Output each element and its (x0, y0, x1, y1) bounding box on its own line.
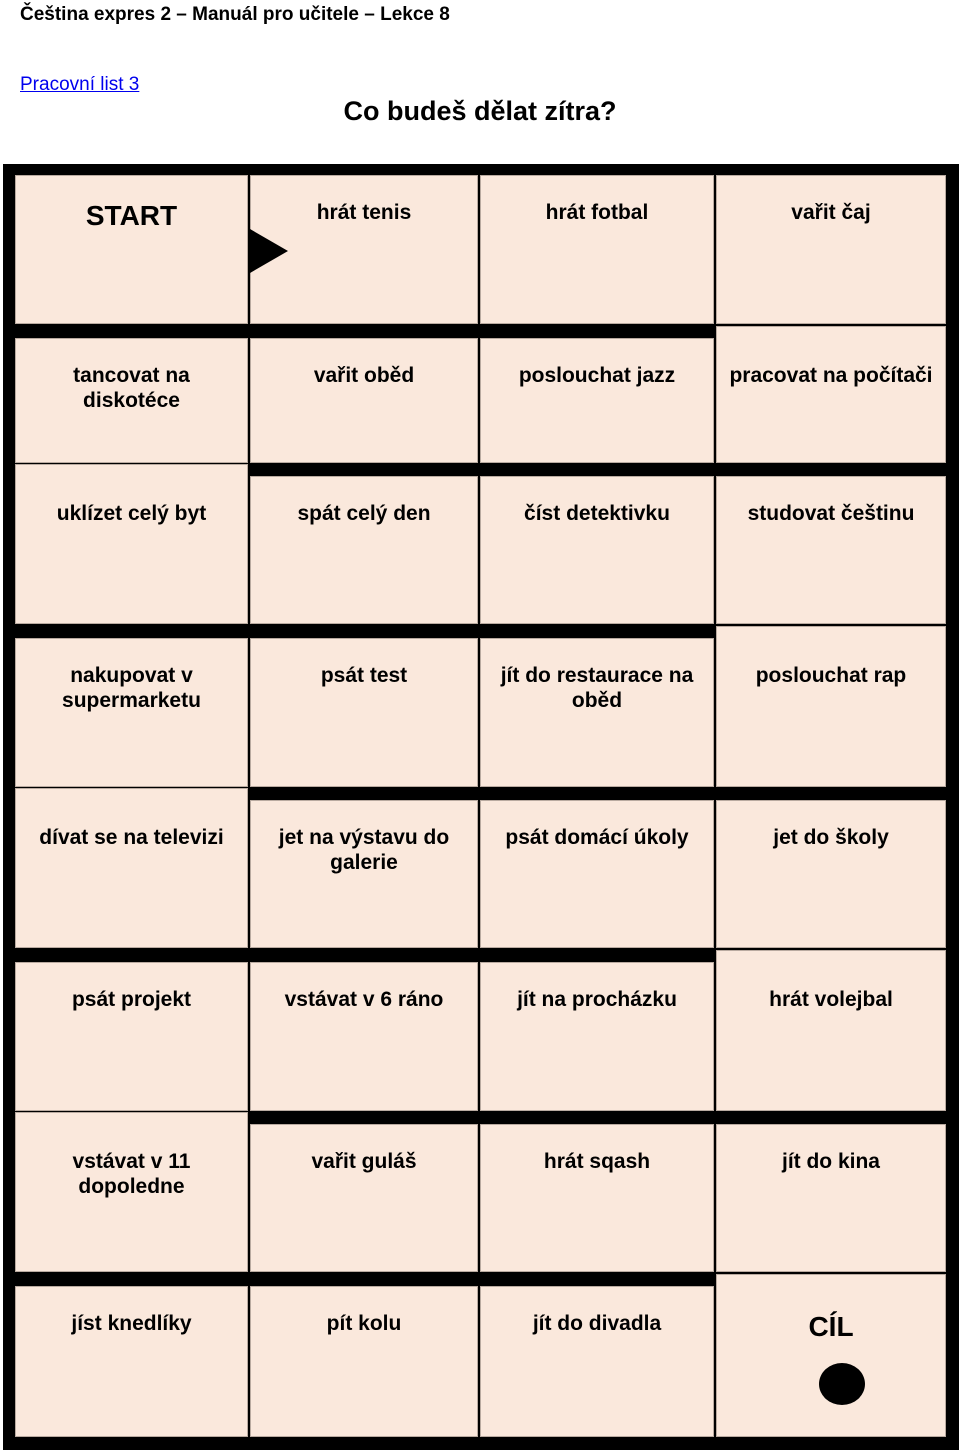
cell-label: jít do kina (781, 1150, 880, 1173)
cell-label: jít do restaurace na oběd (500, 664, 694, 712)
board-cell[interactable] (480, 800, 714, 948)
board-cell[interactable] (250, 338, 478, 463)
worksheet-link[interactable]: Pracovní list 3 (20, 74, 140, 95)
board-cell[interactable] (480, 175, 714, 324)
board-cell[interactable] (716, 326, 946, 463)
board-cell[interactable] (250, 962, 478, 1111)
board-cell[interactable] (15, 962, 248, 1111)
board-cell[interactable] (250, 476, 478, 624)
cell-label: tancovat na diskotéce (73, 364, 190, 412)
board-cell[interactable] (250, 1286, 478, 1437)
board-cell[interactable] (480, 1124, 714, 1272)
cell-label: pracovat na počítači (729, 364, 933, 387)
cell-label: hrát volejbal (769, 988, 893, 1011)
cell-label: psát domácí úkoly (505, 826, 689, 849)
cell-label: vstávat v 11 dopoledne (72, 1150, 191, 1198)
board-cell[interactable] (15, 638, 248, 787)
course-header: Čeština expres 2 – Manuál pro učitele – Lekce 8 (20, 4, 450, 25)
board-cell[interactable] (15, 338, 248, 463)
cell-label: pít kolu (326, 1312, 402, 1335)
cell-label: jet na výstavu do galerie (278, 826, 450, 874)
board-cell[interactable] (716, 800, 946, 948)
board-cell[interactable] (716, 626, 946, 787)
cell-label: vařit oběd (313, 364, 415, 387)
cell-label: spát celý den (297, 502, 431, 525)
cell-label: jíst knedlíky (71, 1312, 192, 1335)
cell-label: jet do školy (773, 826, 889, 849)
cell-label: poslouchat jazz (518, 364, 676, 387)
cell-label: vařit guláš (311, 1150, 417, 1173)
board-cell[interactable] (480, 1286, 714, 1437)
board-cell[interactable] (15, 1286, 248, 1437)
cell-label: hrát sqash (543, 1150, 651, 1173)
board-cell[interactable] (716, 175, 946, 324)
page-title: Co budeš dělat zítra? (343, 96, 617, 126)
board-cell[interactable] (716, 950, 946, 1111)
board-cell[interactable] (716, 1124, 946, 1272)
board-cell[interactable] (480, 476, 714, 624)
board-cell[interactable] (15, 788, 248, 948)
board-cell[interactable] (480, 638, 714, 787)
cell-label: vařit čaj (791, 201, 871, 224)
cell-label: uklízet celý byt (56, 502, 207, 525)
board-cell[interactable] (15, 1112, 248, 1272)
board-cell-start[interactable] (15, 175, 248, 324)
cell-label: dívat se na televizi (39, 826, 224, 849)
start-label: START (85, 200, 178, 231)
board-cell-goal[interactable] (716, 1274, 946, 1437)
cell-label: vstávat v 6 ráno (284, 988, 444, 1011)
goal-label: CÍL (808, 1311, 854, 1342)
cell-label: nakupovat v supermarketu (62, 664, 201, 712)
board-cell[interactable] (480, 962, 714, 1111)
board-cell[interactable] (250, 638, 478, 787)
board-cell[interactable] (250, 800, 478, 948)
black-circle-icon (819, 1363, 865, 1405)
cell-label: jít do divadla (532, 1312, 662, 1335)
board-cell[interactable] (480, 338, 714, 463)
cell-label: psát projekt (71, 988, 192, 1011)
board-cell[interactable] (716, 476, 946, 624)
board-cell[interactable] (250, 1124, 478, 1272)
cell-label: číst detektivku (524, 502, 670, 525)
board-cell[interactable] (15, 464, 248, 624)
cell-label: studovat češtinu (747, 502, 915, 525)
cell-label: psát test (320, 664, 408, 687)
cell-label: poslouchat rap (755, 664, 907, 687)
cell-label: jít na procházku (517, 988, 677, 1011)
cell-label: hrát fotbal (545, 201, 649, 224)
cell-label: hrát tenis (316, 201, 412, 224)
play-arrow-icon (250, 229, 288, 273)
